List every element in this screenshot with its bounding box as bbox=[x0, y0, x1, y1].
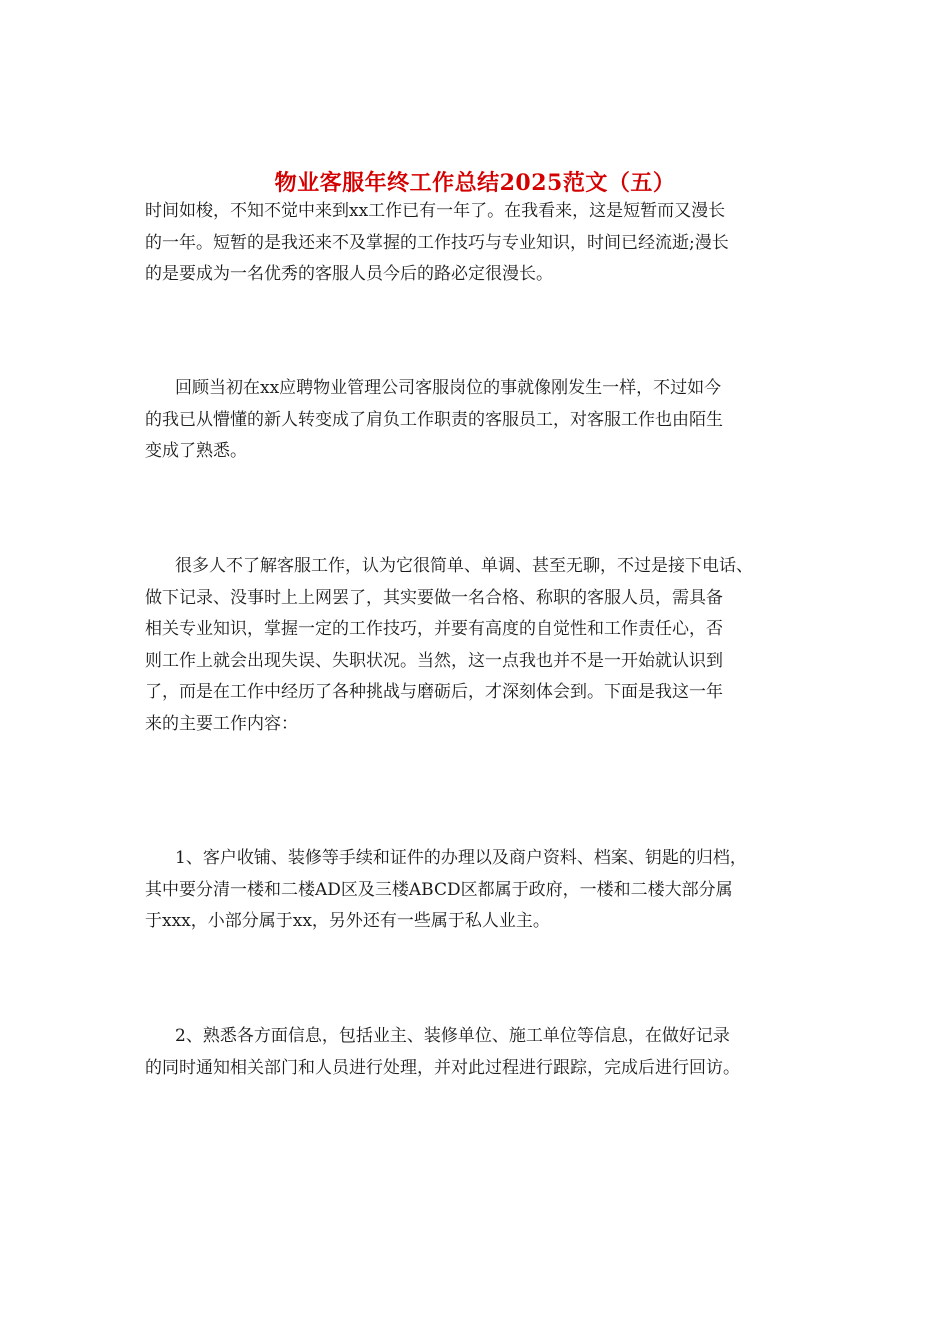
paragraph-line: 1、客户收铺、装修等手续和证件的办理以及商户资料、档案、钥匙的归档， bbox=[175, 848, 747, 868]
paragraph-line: 很多人不了解客服工作，认为它很简单、单调、甚至无聊，不过是接下电话、 bbox=[175, 556, 753, 576]
document-title: 物业客服年终工作总结2025范文（五） bbox=[274, 169, 676, 196]
paragraph-line: 做下记录、没事时上上网罢了，其实要做一名合格、称职的客服人员，需具备 bbox=[145, 587, 723, 608]
paragraph-item-1 bbox=[145, 843, 815, 938]
paragraph-line: 其中要分清一楼和二楼AD区及三楼ABCD区都属于政府，一楼和二楼大部分属 bbox=[145, 879, 733, 900]
paragraph-line: 的我已从懵懂的新人转变成了肩负工作职责的客服员工，对客服工作也由陌生 bbox=[145, 409, 723, 430]
paragraph-line: 变成了熟悉。 bbox=[145, 441, 247, 461]
paragraph-item-2 bbox=[145, 1021, 815, 1084]
paragraph-line: 来的主要工作内容： bbox=[145, 713, 298, 734]
paragraph-line: 回顾当初在xx应聘物业管理公司客服岗位的事就像刚发生一样，不过如今 bbox=[175, 378, 722, 398]
paragraph-line: 时间如梭，不知不觉中来到xx工作已有一年了。在我看来，这是短暂而又漫长 bbox=[145, 201, 726, 221]
paragraph-line: 的一年。短暂的是我还来不及掌握的工作技巧与专业知识，时间已经流逝;漫长 bbox=[145, 232, 729, 253]
paragraph-line: 的同时通知相关部门和人员进行处理，并对此过程进行跟踪，完成后进行回访。 bbox=[145, 1057, 740, 1078]
paragraph-line: 于xxx，小部分属于xx，另外还有一些属于私人业主。 bbox=[145, 911, 550, 931]
paragraph-line: 相关专业知识，掌握一定的工作技巧，并要有高度的自觉性和工作责任心，否 bbox=[145, 619, 723, 639]
paragraph-line: 的是要成为一名优秀的客服人员今后的路必定很漫长。 bbox=[145, 264, 553, 284]
paragraph-intro bbox=[145, 196, 815, 291]
paragraph-line: 则工作上就会出现失误、失职状况。当然，这一点我也并不是一开始就认识到 bbox=[145, 650, 723, 671]
paragraph-line: 2、熟悉各方面信息，包括业主、装修单位、施工单位等信息，在做好记录 bbox=[175, 1026, 730, 1046]
paragraph-line: 了，而是在工作中经历了各种挑战与磨砺后，才深刻体会到。下面是我这一年 bbox=[145, 682, 723, 702]
paragraph-understanding bbox=[145, 551, 815, 740]
paragraph-review bbox=[145, 373, 815, 468]
